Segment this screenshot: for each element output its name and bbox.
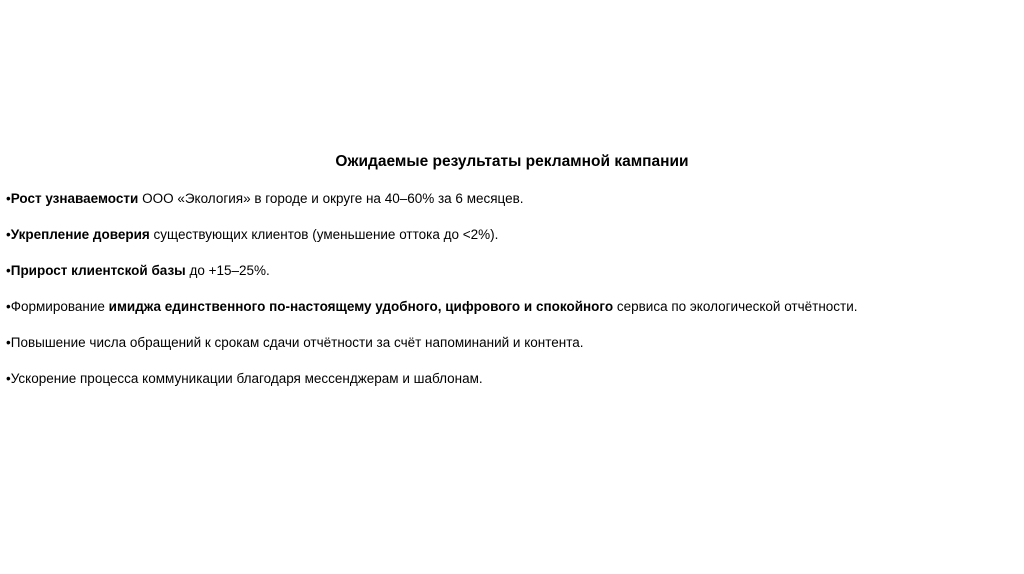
list-item <box>6 226 1016 244</box>
list-item <box>6 298 1016 316</box>
bullet-text-bold: имиджа единственного по-настоящему удобного, цифрового и спокойного <box>108 299 614 314</box>
bullet-text: Ускорение процесса коммуникации благодаря мессенджерам и шаблонам. <box>10 371 483 386</box>
bullet-marker: • <box>6 263 11 278</box>
slide-title: Ожидаемые результаты рекламной кампании <box>335 153 689 170</box>
bullet-marker: • <box>6 227 11 242</box>
list-item <box>6 370 1016 388</box>
bullet-text: до +15–25%. <box>185 263 270 278</box>
bullet-text: ООО «Экология» в городе и округе на 40–60% за 6 месяцев. <box>138 191 524 206</box>
list-item <box>6 262 1016 280</box>
bullet-text-bold: Рост узнаваемости <box>10 191 139 206</box>
bullet-text-bold: Прирост клиентской базы <box>10 263 186 278</box>
list-item <box>6 190 1016 208</box>
bullet-marker: • <box>6 371 11 386</box>
bullet-text-bold: Укрепление доверия <box>10 227 150 242</box>
results-list <box>6 190 1016 406</box>
bullet-marker: • <box>6 335 11 350</box>
bullet-text: Повышение числа обращений к срокам сдачи отчётности за счёт напоминаний и контента. <box>10 335 584 350</box>
bullet-marker: • <box>6 299 11 314</box>
bullet-text: существующих клиентов (уменьшение оттока до <2%). <box>149 227 499 242</box>
bullet-text: Формирование <box>10 299 109 314</box>
list-item <box>6 334 1016 352</box>
bullet-text: сервиса по экологической отчётности. <box>613 299 858 314</box>
bullet-marker: • <box>6 191 11 206</box>
